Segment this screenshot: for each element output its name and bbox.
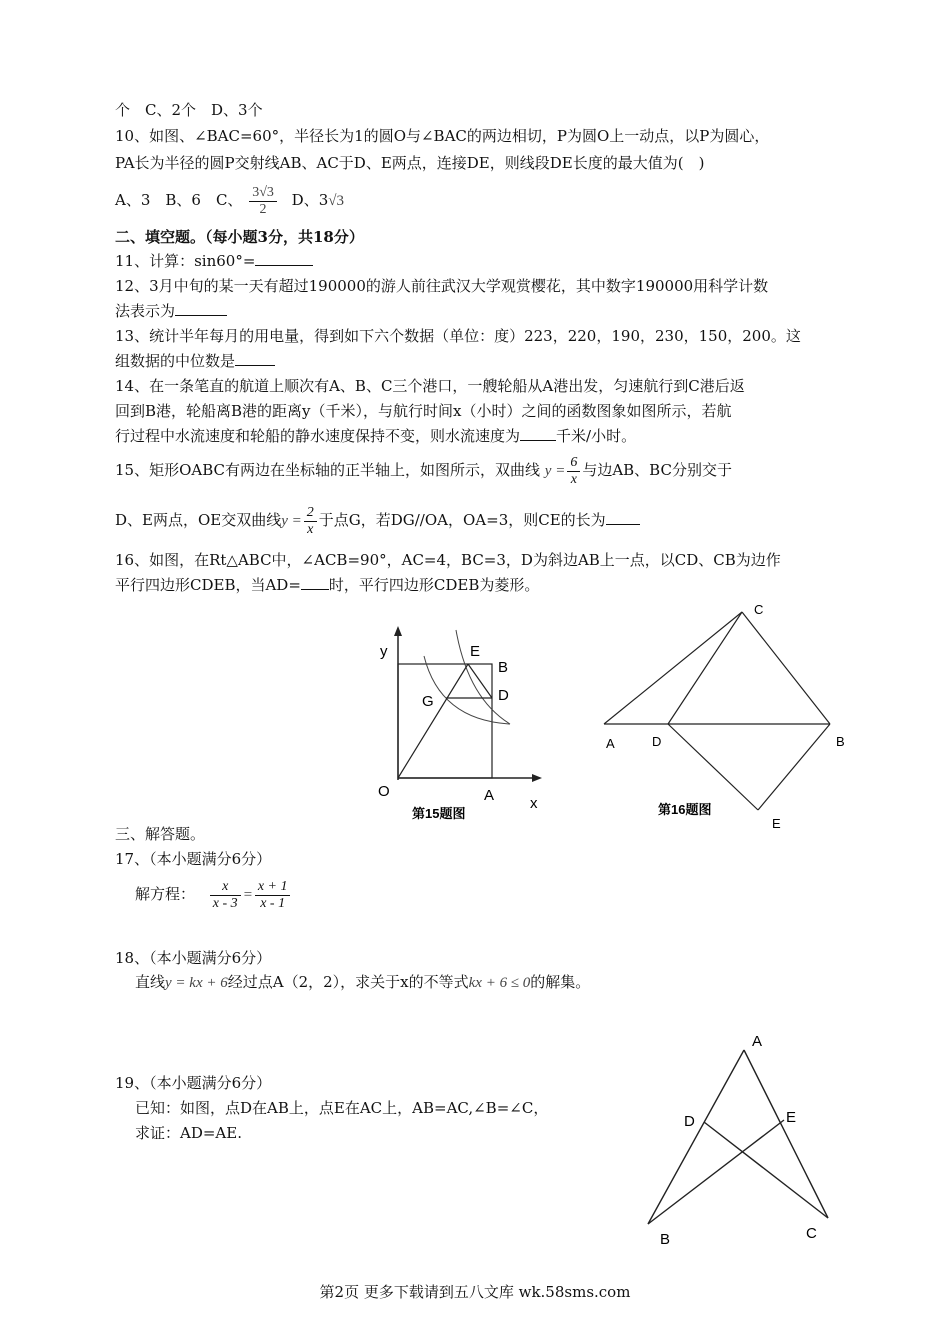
fig15-label-g: G — [422, 693, 434, 710]
q13-line2 — [115, 351, 275, 371]
q18-body — [135, 972, 590, 993]
q10-line2: PA长为半径的圆P交射线AB、AC于D、E两点，连接DE，则线段DE长度的最大值为( ) — [115, 154, 705, 172]
q15-frac2-num: 2 — [304, 505, 317, 522]
fig15-label-o: O — [378, 783, 390, 800]
q17-left-den: x - 3 — [212, 895, 238, 911]
continued-options: 个 C、2个 D、3个 — [115, 101, 263, 119]
q17-header: 17、（本小题满分6分） — [115, 850, 272, 868]
fig19-label-a: A — [752, 1033, 763, 1050]
q12-text: 法表示为 — [115, 302, 176, 320]
q14-line3 — [115, 426, 636, 446]
fig16-line-cb — [742, 612, 830, 724]
q14-text-a: 行过程中水流速度和轮船的静水速度保持不变，则水流速度为 — [115, 427, 521, 445]
q13-line1: 13、统计半年每月的用电量，得到如下六个数据（单位：度）223，220，190，230，150，200。这 — [115, 327, 801, 345]
q19-given: 已知：如图，点D在AB上，点E在AC上，AB=AC,∠B=∠C， — [135, 1099, 549, 1117]
figure-19 — [640, 1028, 850, 1253]
q17-label: 解方程： — [135, 885, 196, 903]
q15-y1: y = — [544, 463, 566, 479]
fig16-line-ac — [604, 612, 742, 724]
q18-line-expr: y = kx + 6 — [165, 975, 228, 991]
fig16-line-cd — [668, 612, 742, 724]
fig16-line-be — [758, 724, 830, 810]
fig16-label-c: C — [754, 602, 764, 617]
q17-left-fraction — [210, 879, 241, 912]
q16-text-a: 平行四边形CDEB，当AD= — [115, 576, 301, 594]
fig16-line-de — [668, 724, 758, 810]
fig19-label-b: B — [660, 1231, 671, 1248]
section-2-title: 二、填空题。（每小题3分，共18分） — [115, 228, 364, 246]
q15-frac2-den: x — [307, 521, 314, 537]
q10-options — [115, 182, 344, 219]
q10-option-c-fraction — [249, 185, 277, 218]
q10-option-c-num: 3√3 — [249, 185, 277, 202]
fig19-label-e: E — [786, 1109, 797, 1126]
q18-header: 18、（本小题满分6分） — [115, 949, 272, 967]
q17-equals: = — [242, 887, 253, 903]
q10-line1: 10、如图、∠BAC=60°，半径长为1的圆O与∠BAC的两边相切，P为圆O上一动点，以P为圆心， — [115, 127, 770, 145]
q15-line1 — [115, 452, 732, 489]
q18-text-a: 直线 — [135, 973, 166, 991]
fig19-label-c: C — [806, 1225, 817, 1242]
q13-blank — [235, 351, 275, 366]
q12-line1: 12、3月中旬的某一天有超过190000的游人前往武汉大学观赏樱花，其中数字190000用科学计数 — [115, 277, 769, 295]
q15-blank — [606, 510, 640, 525]
q18-text-b: 经过点A（2，2），求关于x的不等式 — [227, 973, 469, 991]
fig16-label-d: D — [652, 734, 662, 749]
q16-line1: 16、如图，在Rt△ABC中，∠ACB=90°，AC=4，BC=3，D为斜边AB上一点，以CD、CB为边作 — [115, 551, 781, 569]
fig16-label-b: B — [836, 734, 845, 749]
fig16-label-e: E — [772, 816, 781, 831]
fig15-caption: 第15题图 — [412, 806, 466, 821]
q17-left-num: x — [210, 879, 241, 896]
figure-16 — [590, 598, 860, 838]
q15-fraction-1 — [567, 455, 580, 488]
fig15-label-x: x — [530, 795, 538, 812]
fig15-label-y: y — [380, 643, 388, 660]
figure-15 — [360, 620, 560, 830]
fig19-label-d: D — [684, 1113, 695, 1130]
fig16-label-a: A — [606, 736, 615, 751]
q16-blank — [301, 575, 329, 590]
fig19-line-cd — [704, 1122, 828, 1218]
q17-right-den: x - 1 — [260, 895, 286, 911]
q14-blank — [520, 426, 556, 441]
q17-equation — [135, 874, 292, 915]
q15-text-c: D、E两点，OE交双曲线 — [115, 511, 282, 529]
q15-frac1-num: 6 — [567, 455, 580, 472]
fig15-rectangle — [398, 664, 492, 778]
q15-line2 — [115, 502, 640, 539]
q11-text: 11、计算：sin60°= — [115, 252, 256, 270]
q14-text-b: 千米/小时。 — [556, 427, 637, 445]
q16-text-b: 时，平行四边形CDEB为菱形。 — [328, 576, 540, 594]
q15-frac1-den: x — [570, 471, 577, 487]
q15-text-b: 与边AB、BC分别交于 — [582, 461, 732, 479]
q14-line1: 14、在一条笔直的航道上顺次有A、B、C三个港口，一艘轮船从A港出发，匀速航行到C港后返 — [115, 377, 745, 395]
q10-options-ab: A、3 B、6 C、 — [115, 191, 243, 209]
q15-y2: y = — [281, 513, 302, 529]
q11-blank — [255, 251, 313, 266]
fig15-curve-outer — [456, 630, 510, 724]
q17-right-num: x + 1 — [255, 879, 291, 896]
q12-blank — [175, 301, 227, 316]
fig15-label-d: D — [498, 687, 509, 704]
q12-line2 — [115, 301, 227, 321]
q15-text-d: 于点G，若DG//OA，OA=3，则CE的长为 — [318, 511, 606, 529]
q19-header: 19、（本小题满分6分） — [115, 1074, 272, 1092]
q15-fraction-2 — [304, 505, 317, 538]
q16-line2 — [115, 575, 539, 595]
page-footer: 第2页 更多下载请到五八文库 wk.58sms.com — [319, 1283, 631, 1301]
q19-prove: 求证：AD=AE. — [135, 1124, 242, 1142]
q14-line2: 回到B港，轮船离B港的距离y（千米），与航行时间x（小时）之间的函数图象如图所示，若航 — [115, 402, 732, 420]
fig19-line-be — [648, 1120, 784, 1224]
q11 — [115, 251, 313, 271]
fig19-line-ab — [648, 1050, 744, 1224]
q10-option-c-den: 2 — [259, 201, 267, 217]
section-3-title: 三、解答题。 — [115, 825, 206, 843]
fig15-label-b: B — [498, 659, 509, 676]
fig19-line-ac — [744, 1050, 828, 1218]
q10-option-d-radical: √3 — [328, 193, 344, 209]
q10-option-d: D、3 — [291, 191, 329, 209]
fig15-label-e: E — [470, 643, 481, 660]
q18-text-c: 的解集。 — [530, 973, 591, 991]
fig15-label-a: A — [484, 787, 495, 804]
q17-right-fraction — [255, 879, 291, 912]
q15-text-a: 15、矩形OABC有两边在坐标轴的正半轴上，如图所示，双曲线 — [115, 461, 540, 479]
q13-text: 组数据的中位数是 — [115, 352, 236, 370]
fig15-y-arrow — [394, 626, 402, 636]
fig15-x-arrow — [532, 774, 542, 782]
fig16-caption: 第16题图 — [658, 802, 712, 817]
q18-inequality: kx + 6 ≤ 0 — [468, 975, 531, 991]
